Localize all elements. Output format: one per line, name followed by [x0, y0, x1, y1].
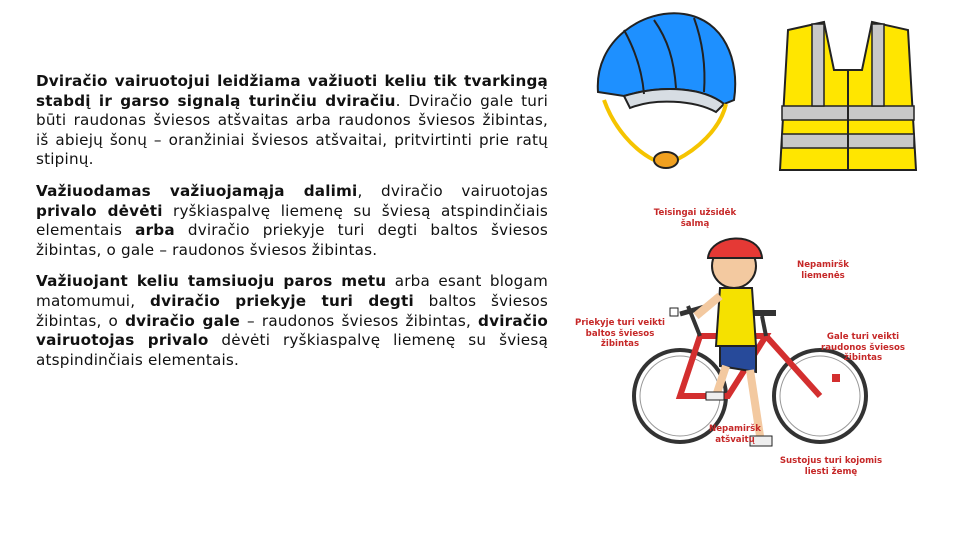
paragraph-3-segment: dviračio priekyje turi degti	[150, 291, 414, 310]
vest-label: Nepamiršk liemenės	[797, 260, 849, 281]
paragraph-3-segment: – raudonos šviesos žibintas,	[239, 311, 479, 330]
paragraph-1	[36, 72, 548, 170]
paragraph-3-segment: baltos šviesos žibintas, o	[36, 291, 548, 330]
paragraph-2	[36, 182, 548, 260]
vest-image	[768, 0, 930, 175]
rear-light-label: Gale turi veikti raudonos šviesos žibintas	[821, 332, 905, 363]
front-light-label: Priekyje turi veikti baltos šviesos žibintas	[575, 318, 665, 349]
paragraph-2-segment: privalo dėvėti	[36, 201, 163, 220]
paragraph-2-segment: Važiuodamas važiuojamąja dalimi	[36, 181, 358, 200]
paragraph-3-segment: dviračio gale	[125, 311, 240, 330]
helmet-label: Teisingai užsidėk šalmą	[653, 208, 737, 229]
paragraph-3-segment: dėvėti ryškiaspalvę liemenę su šviesą atspindinčiais elementais.	[36, 331, 548, 369]
paragraph-1-segment: Dviračio vairuotojui leidžiama važiuoti keliu tik tvarkingą stabdį ir garso signalą turinčiu dviračiu	[36, 72, 548, 110]
paragraph-2-segment: dviračio priekyje turi degti baltos šviesos žibintas, o gale – raudonos šviesos žibintas.	[36, 221, 549, 259]
paragraph-3	[36, 272, 548, 370]
paragraph-3-segment: Važiuojant keliu tamsiuoju paros metu	[36, 272, 387, 291]
paragraph-3-segment: arba esant blogam matomumui,	[36, 272, 548, 310]
paragraph-3-segment: dviračio vairuotojas privalo	[36, 311, 549, 350]
paragraph-2-segment: , dviračio vairuotojas	[357, 181, 548, 200]
helmet-image	[584, 0, 746, 175]
paragraph-1-segment: . Dviračio gale turi būti raudonas šviesos atšvaitas arba raudonos šviesos žibintas, iš abiejų šonų – oranžiniai šviesos atšvaitai, pritvirtinti prie ratų stipinų.	[36, 91, 548, 169]
reflector-label: Nepamiršk atšvaitų	[709, 424, 761, 445]
text-column	[36, 72, 548, 382]
stop-label: Sustojus turi kojomis liesti žemę	[779, 456, 883, 477]
paragraph-2-segment: ryškiaspalvę liemenę su šviesą atspindinčiais elementais	[36, 201, 548, 240]
paragraph-2-segment: arba	[135, 221, 175, 240]
